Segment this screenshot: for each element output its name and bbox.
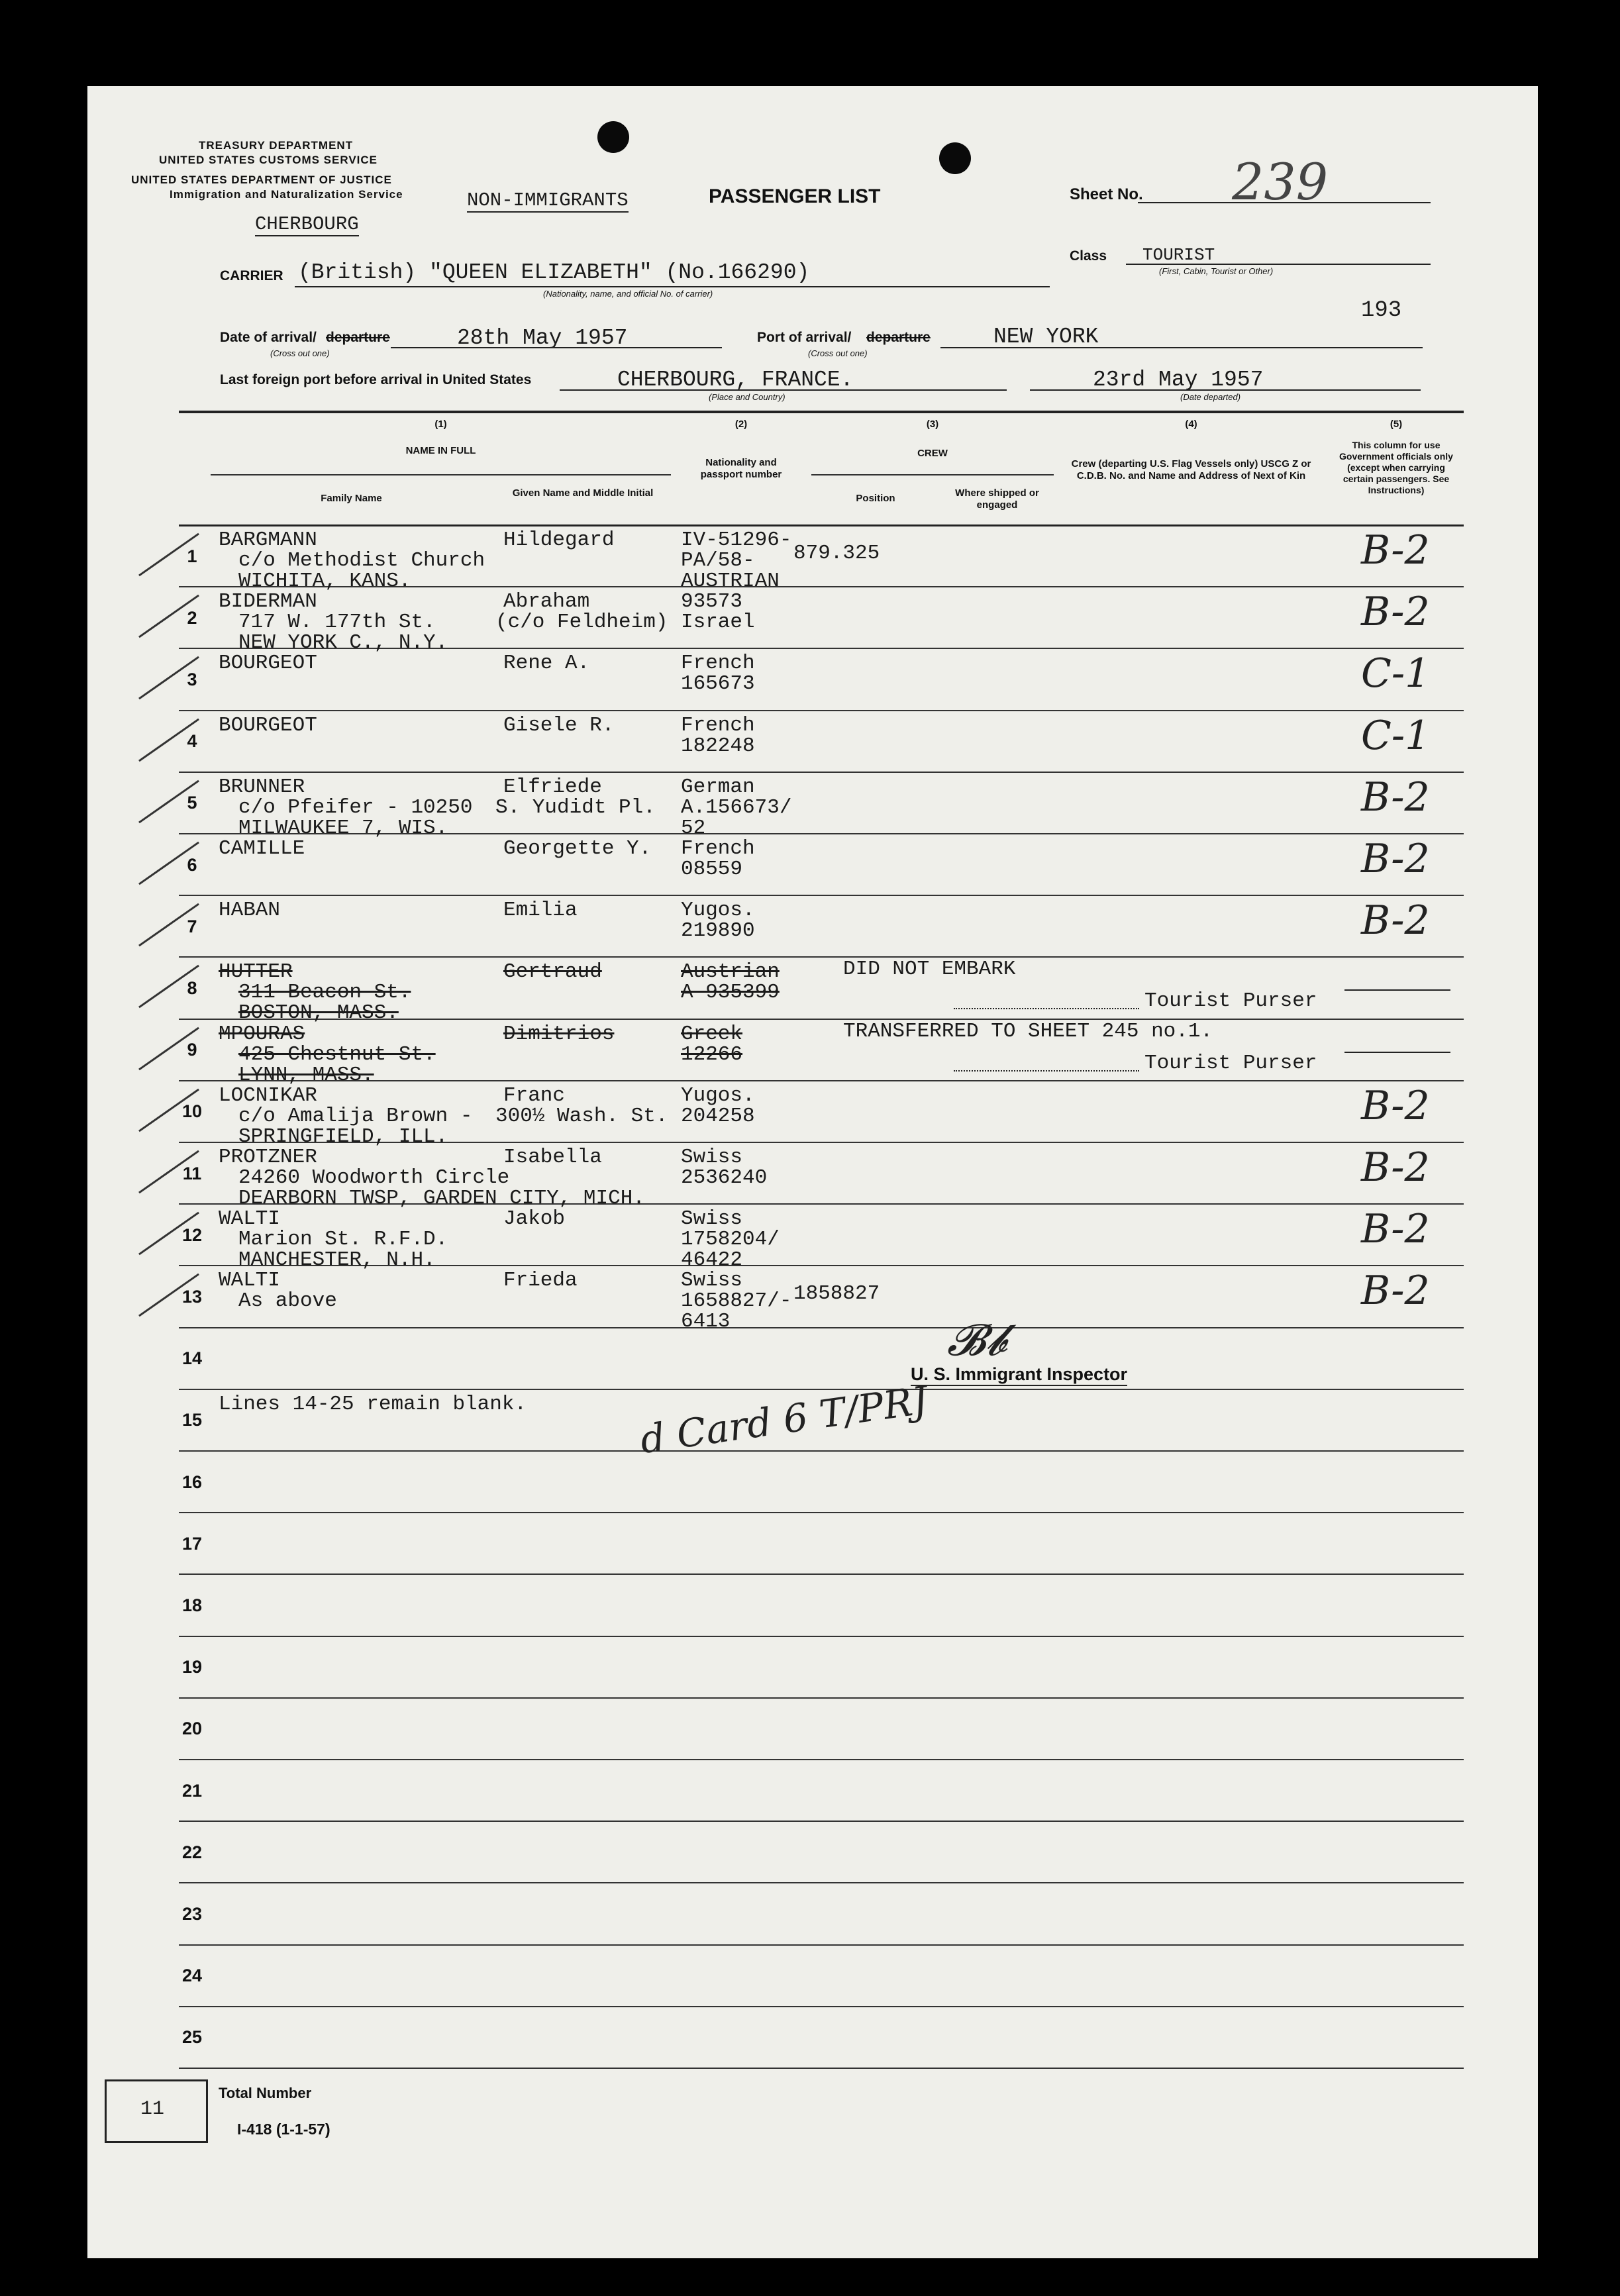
row-number: 18: [181, 1595, 203, 1615]
family-name-line: SPRINGFIELD, ILL.: [238, 1125, 448, 1148]
nationality-line: 93573: [681, 590, 743, 613]
arrival-note: (Cross out one): [270, 348, 330, 358]
given-name-line: Jakob: [503, 1207, 566, 1230]
family-name-line: DEARBORN TWSP, GARDEN CITY, MICH.: [238, 1187, 645, 1210]
nationality-line: Swiss: [681, 1269, 743, 1292]
passport-correction: 879.325: [793, 542, 880, 565]
col5-number: (5): [1390, 419, 1403, 430]
status-mark: B-2: [1361, 1206, 1430, 1252]
nationality-line: A-935399: [681, 981, 780, 1004]
row-number: 13: [181, 1287, 203, 1307]
row-number: 17: [181, 1534, 203, 1554]
nationality-line: Austrian: [681, 960, 780, 983]
nationality-line: PA/58-: [681, 549, 755, 572]
col4-header: Crew (departing U.S. Flag Vessels only) USCG Z or C.D.B. No. and Name and Address of Next of Kin: [1071, 458, 1311, 481]
agency-line-2: UNITED STATES CUSTOMS SERVICE: [159, 154, 378, 166]
family-name-line: BOSTON, MASS.: [238, 1001, 399, 1024]
family-name-line: BIDERMAN: [219, 590, 317, 613]
given-name-line: Abraham: [503, 590, 590, 613]
family-name-line: 311 Beacon St.: [238, 981, 411, 1004]
col1a-header: Family Name: [321, 493, 382, 504]
nationality-line: 182248: [681, 734, 755, 758]
row-number: 7: [187, 917, 197, 936]
nationality-line: Greek: [681, 1023, 743, 1046]
port-value: NEW YORK: [993, 324, 1099, 349]
family-name-line: WALTI: [219, 1269, 281, 1292]
family-name-line: LYNN, MASS.: [238, 1064, 374, 1087]
nationality-line: 219890: [681, 919, 755, 942]
carrier-note: (Nationality, name, and official No. of carrier): [543, 289, 713, 299]
agency-line-3: UNITED STATES DEPARTMENT OF JUSTICE: [131, 174, 392, 186]
inspector-title: U. S. Immigrant Inspector: [911, 1364, 1127, 1386]
status-mark: B-2: [1361, 527, 1430, 574]
col3a-header: Position: [856, 493, 895, 504]
class-label: Class: [1070, 248, 1107, 264]
given-name-line: (c/o Feldheim): [495, 611, 668, 634]
family-name-line: 24260 Woodworth Circle: [238, 1166, 510, 1189]
agency-line-1: TREASURY DEPARTMENT: [199, 139, 354, 152]
crew-note: DID NOT EMBARK: [843, 958, 1016, 981]
table-row-line: [179, 1697, 1464, 1699]
col2-header: Nationality and passport number: [700, 457, 782, 480]
total-value: 11: [140, 2098, 165, 2121]
nationality-line: French: [681, 714, 755, 737]
given-name-line: Dimitrios: [503, 1023, 615, 1046]
status-mark: B-2: [1361, 1083, 1430, 1129]
port-label: Port of arrival/: [757, 330, 852, 345]
given-name-line: Frieda: [503, 1269, 578, 1292]
nationality-line: Israel: [681, 611, 755, 634]
departed-date: 23rd May 1957: [1093, 368, 1264, 392]
table-row-line: [179, 1821, 1464, 1822]
family-name-line: 425 Chestnut St.: [238, 1043, 436, 1066]
row-number: 16: [181, 1472, 203, 1492]
given-name-line: Emilia: [503, 899, 578, 922]
agency-line-4: Immigration and Naturalization Service: [170, 188, 403, 201]
nationality-line: French: [681, 837, 755, 860]
class-underline: [1126, 264, 1431, 265]
list-number: 193: [1361, 298, 1402, 323]
row-number: 9: [187, 1040, 197, 1060]
given-name-line: Georgette Y.: [503, 837, 652, 860]
nationality-line: Yugos.: [681, 1084, 755, 1107]
col2-number: (2): [734, 419, 748, 430]
arrival-struck: departure: [326, 330, 390, 345]
family-name-line: HABAN: [219, 899, 281, 922]
table-row-line: [179, 2006, 1464, 2007]
family-name-line: CAMILLE: [219, 837, 305, 860]
family-name-line: c/o Methodist Church: [238, 549, 485, 572]
col1b-header: Given Name and Middle Initial: [512, 487, 654, 499]
row-number: 24: [181, 1966, 203, 1985]
arrival-date: 28th May 1957: [457, 326, 628, 350]
col1-header: NAME IN FULL: [405, 445, 476, 456]
punch-hole: [597, 121, 629, 153]
status-mark: B-2: [1361, 774, 1430, 821]
status-mark: B-2: [1361, 897, 1430, 944]
status-mark: C-1: [1361, 713, 1431, 759]
table-row-line: [179, 1450, 1464, 1452]
family-name-line: MANCHESTER, N.H.: [238, 1248, 436, 1272]
carrier-label: CARRIER: [220, 268, 283, 283]
last-port-underline: [560, 389, 1007, 391]
status-mark: B-2: [1361, 1268, 1430, 1314]
port-note: (Cross out one): [808, 348, 868, 358]
row-number: 1: [187, 546, 197, 566]
table-row-line: [179, 1759, 1464, 1760]
departed-underline: [1030, 389, 1421, 391]
row-number: 8: [187, 978, 197, 998]
nationality-line: French: [681, 652, 755, 675]
family-name-line: HUTTER: [219, 960, 293, 983]
family-name-line: PROTZNER: [219, 1146, 317, 1169]
family-name-line: BRUNNER: [219, 775, 305, 799]
given-name-line: Gisele R.: [503, 714, 615, 737]
departed-note: (Date departed): [1180, 392, 1241, 402]
row-dash: [1344, 1052, 1450, 1053]
col4-number: (4): [1185, 419, 1197, 430]
carrier-underline: [295, 286, 1050, 287]
family-name-line: BOURGEOT: [219, 652, 317, 675]
row-number: 19: [181, 1657, 203, 1677]
row-number: 5: [187, 793, 197, 813]
status-mark: B-2: [1361, 836, 1430, 882]
row-number: 2: [187, 608, 197, 628]
table-row-line: [179, 1944, 1464, 1946]
purser-line: [954, 1070, 1139, 1072]
family-name-line: WALTI: [219, 1207, 281, 1230]
nationality-line: 1658827/-: [681, 1289, 792, 1313]
carrier-value: (British) "QUEEN ELIZABETH" (No.166290): [298, 260, 810, 285]
family-name-line: BOURGEOT: [219, 714, 317, 737]
status-mark: B-2: [1361, 589, 1430, 635]
nationality-line: 46422: [681, 1248, 743, 1272]
family-name-line: LOCNIKAR: [219, 1084, 317, 1107]
family-name-line: MILWAUKEE 7, WIS.: [238, 817, 448, 840]
row-number: 3: [187, 670, 197, 689]
nationality-line: Yugos.: [681, 899, 755, 922]
row-number: 4: [187, 731, 197, 751]
table-row-line: [179, 895, 1464, 896]
sheet-label: Sheet No.: [1070, 185, 1143, 203]
table-top-border: [179, 411, 1464, 413]
nationality-line: Swiss: [681, 1146, 743, 1169]
row-number: 11: [182, 1164, 202, 1183]
nationality-line: 6413: [681, 1310, 731, 1333]
row-number: 12: [181, 1225, 203, 1245]
col3-header: CREW: [917, 448, 948, 459]
col5-header: This column for use Government officials only (except when carrying certain passengers. See Instructions): [1339, 440, 1453, 495]
given-name-line: Rene A.: [503, 652, 590, 675]
nationality-line: Swiss: [681, 1207, 743, 1230]
table-row-line: [179, 1882, 1464, 1883]
nationality-line: 12266: [681, 1043, 743, 1066]
family-name-line: 717 W. 177th St.: [238, 611, 436, 634]
row-number: 15: [181, 1410, 203, 1430]
row-dash: [1344, 989, 1450, 991]
family-name-line: As above: [238, 1289, 337, 1313]
nationality-line: 52: [681, 817, 706, 840]
class-note: (First, Cabin, Tourist or Other): [1159, 266, 1274, 276]
inspector-signature: 𝓑𝓫: [947, 1315, 1008, 1366]
form-number: I-418 (1-1-57): [237, 2121, 330, 2138]
last-port-note: (Place and Country): [709, 392, 785, 402]
given-name-line: Gertraud: [503, 960, 602, 983]
purser-title: Tourist Purser: [1144, 989, 1317, 1013]
sheet-number: 239: [1232, 152, 1329, 211]
nationality-line: IV-51296-: [681, 528, 792, 552]
nationality-line: 2536240: [681, 1166, 768, 1189]
form-title: PASSENGER LIST: [709, 185, 881, 207]
table-row-line: [179, 1636, 1464, 1637]
passport-correction: 1858827: [793, 1282, 880, 1305]
nationality-line: 165673: [681, 672, 755, 695]
row-number: 20: [181, 1719, 203, 1738]
table-row-line: [179, 710, 1464, 711]
handwritten-annotation: d Card 6 T/PRJ: [637, 1377, 931, 1463]
table-row-line: [179, 2068, 1464, 2069]
given-name-line: S. Yudidt Pl.: [495, 796, 656, 819]
nationality-line: 1758204/: [681, 1228, 780, 1251]
arrival-underline: [391, 347, 722, 348]
family-name-line: Lines 14-25 remain blank.: [219, 1393, 527, 1416]
row-number: 25: [181, 2027, 203, 2047]
name-subheader-line: [211, 474, 671, 475]
family-name-line: c/o Amalija Brown -: [238, 1105, 473, 1128]
col3-number: (3): [926, 419, 939, 430]
row-number: 22: [181, 1842, 203, 1862]
nationality-line: 204258: [681, 1105, 755, 1128]
nationality-line: AUSTRIAN: [681, 570, 780, 593]
port-stamp: CHERBOURG: [255, 213, 359, 235]
port-underline: [940, 347, 1423, 348]
row-number: 23: [181, 1904, 203, 1924]
status-mark: C-1: [1361, 650, 1431, 697]
nationality-line: German: [681, 775, 755, 799]
col1-number: (1): [434, 419, 447, 430]
table-row-line: [179, 772, 1464, 773]
table-row-line: [179, 1389, 1464, 1390]
port-struck: departure: [866, 330, 931, 345]
given-name-line: 300½ Wash. St.: [495, 1105, 668, 1128]
given-name-line: Hildegard: [503, 528, 615, 552]
total-label: Total Number: [219, 2085, 312, 2101]
table-row-line: [179, 1512, 1464, 1513]
family-name-line: MPOURAS: [219, 1023, 305, 1046]
row-number: 6: [187, 855, 197, 875]
table-row-line: [179, 956, 1464, 958]
given-name-line: Franc: [503, 1084, 566, 1107]
nationality-line: 08559: [681, 858, 743, 881]
crew-subheader-line: [811, 474, 1054, 475]
table-row-line: [179, 1327, 1464, 1328]
family-name-line: c/o Pfeifer - 10250: [238, 796, 473, 819]
family-name-line: Marion St. R.F.D.: [238, 1228, 448, 1251]
row-number: 10: [181, 1101, 203, 1121]
given-name-line: Isabella: [503, 1146, 602, 1169]
punch-hole: [939, 142, 971, 174]
family-name-line: NEW YORK C., N.Y.: [238, 631, 448, 654]
crew-note: TRANSFERRED TO SHEET 245 no.1.: [843, 1020, 1213, 1043]
purser-line: [954, 1008, 1139, 1009]
row-number: 21: [181, 1781, 203, 1801]
last-port-label: Last foreign port before arrival in United States: [220, 372, 532, 387]
nationality-line: A.156673/: [681, 796, 792, 819]
row-number: 14: [181, 1348, 203, 1368]
given-name-line: Elfriede: [503, 775, 602, 799]
arrival-label: Date of arrival/: [220, 330, 317, 345]
header-bottom-border: [179, 524, 1464, 526]
last-port-value: CHERBOURG, FRANCE.: [617, 368, 854, 392]
status-mark: B-2: [1361, 1144, 1430, 1191]
family-name-line: BARGMANN: [219, 528, 317, 552]
table-row-line: [179, 1573, 1464, 1575]
col3b-header: Where shipped or engaged: [955, 487, 1039, 511]
class-value: TOURIST: [1142, 245, 1215, 265]
family-name-line: WICHITA, KANS.: [238, 570, 411, 593]
category-title: NON-IMMIGRANTS: [467, 189, 629, 211]
purser-title: Tourist Purser: [1144, 1052, 1317, 1075]
